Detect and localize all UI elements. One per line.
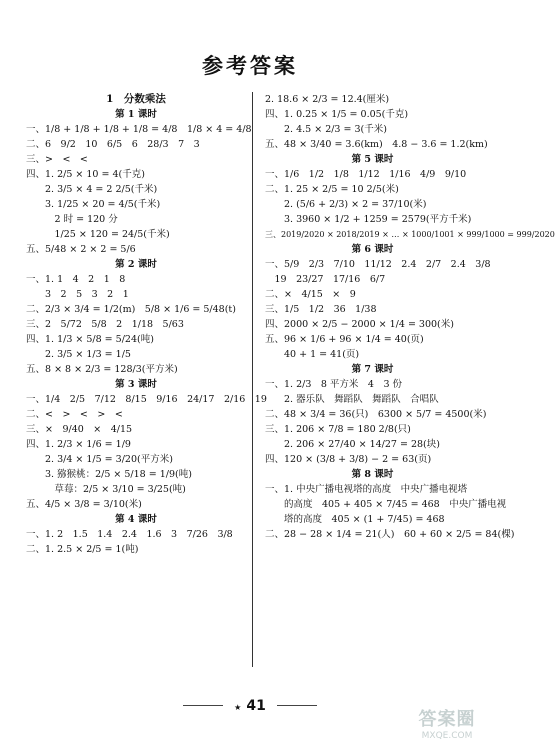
answer-line: 19 23/27 17/16 6/7 bbox=[265, 274, 386, 285]
lesson-heading: 第 5 课时 bbox=[351, 154, 394, 165]
answer-line: 五、48 × 3/40 = 3.6(km) 4.8 − 3.6 = 1.2(km) bbox=[265, 139, 488, 150]
answer-line: 四、1. 0.25 × 1/5 = 0.05(千克) bbox=[265, 109, 409, 120]
watermark-text: 答案圈 bbox=[418, 709, 476, 730]
left-column bbox=[26, 92, 267, 557]
answer-line: 2. (5/6 + 2/3) × 2 = 37/10(米) bbox=[265, 199, 427, 210]
lesson-heading: 第 7 课时 bbox=[351, 364, 394, 375]
answer-line: 二、1. 2.5 × 2/5 = 1(吨) bbox=[26, 544, 139, 555]
answer-line: 1/25 × 120 = 24/5(千米) bbox=[26, 229, 170, 240]
answer-line: 一、1. 2/3 8 平方米 4 3 份 bbox=[265, 379, 403, 390]
answer-line: 2. 3/4 × 1/5 = 3/20(平方米) bbox=[26, 454, 173, 465]
answer-line: 二、< > < > < bbox=[26, 409, 123, 420]
answer-line: 四、120 × (3/8 + 3/8) − 2 = 63(页) bbox=[265, 454, 432, 465]
answer-line: 一、1. 1 4 2 1 8 bbox=[26, 274, 126, 285]
watermark-logo bbox=[402, 705, 492, 745]
answer-line: 三、1. 206 × 7/8 = 180 2/8(只) bbox=[265, 424, 411, 435]
answer-line: 三、2 5/72 5/8 2 1/18 5/63 bbox=[26, 319, 184, 330]
answer-line: 五、96 × 1/6 + 96 × 1/4 = 40(页) bbox=[265, 334, 424, 345]
answer-line: 3 2 5 3 2 1 bbox=[26, 289, 129, 300]
answer-line: 二、28 − 28 × 1/4 = 21(人) 60 + 60 × 2/5 = 84(棵) bbox=[265, 529, 515, 540]
answer-line: 2. 18.6 × 2/3 = 12.4(厘米) bbox=[265, 94, 390, 105]
answer-line: 四、1. 2/3 × 1/6 = 1/9 bbox=[26, 439, 131, 450]
answer-line: 五、8 × 8 × 2/3 = 128/3(平方米) bbox=[26, 364, 178, 375]
answer-line: 2. 器乐队 舞蹈队 舞蹈队 合唱队 bbox=[265, 394, 439, 405]
answer-line: 三、> < < bbox=[26, 154, 88, 165]
answer-line: 三、2019/2020 × 2018/2019 × … × 1000/1001 × 999/1000 = 999/2020 bbox=[265, 230, 555, 239]
answer-line: 一、5/9 2/3 7/10 11/12 2.4 2/7 2.4 3/8 bbox=[265, 259, 491, 270]
answer-line: 3. 猕猴桃：2/5 × 5/18 = 1/9(吨) bbox=[26, 469, 192, 480]
answer-line: 塔的高度 405 × (1 + 7/45) = 468 bbox=[265, 514, 445, 525]
answer-line: 2. 3/5 × 4 = 2 2/5(千米) bbox=[26, 184, 158, 195]
footer-rule-left bbox=[183, 705, 223, 706]
answer-line: 三、1/5 1/2 36 1/38 bbox=[265, 304, 377, 315]
watermark-url: MXQE.COM bbox=[421, 731, 473, 741]
answer-line: 3. 1/25 × 20 = 4/5(千米) bbox=[26, 199, 161, 210]
answer-line: 2. 4.5 × 2/3 = 3(千米) bbox=[265, 124, 387, 135]
answer-line: 三、× 9/40 × 4/15 bbox=[26, 424, 133, 435]
answer-line: 草莓：2/5 × 3/10 = 3/25(吨) bbox=[26, 484, 186, 495]
answer-line: 一、1/6 1/2 1/8 1/12 1/16 4/9 9/10 bbox=[265, 169, 467, 180]
footer-rule-right bbox=[277, 705, 317, 706]
lesson-heading: 第 1 课时 bbox=[115, 109, 157, 120]
answer-line: 二、6 9/2 10 6/5 6 28/3 7 3 bbox=[26, 139, 200, 150]
answer-line: 四、2000 × 2/5 − 2000 × 1/4 = 300(米) bbox=[265, 319, 454, 330]
answer-line: 一、1. 2 1.5 1.4 2.4 1.6 3 7/26 3/8 bbox=[26, 529, 233, 540]
right-column bbox=[265, 92, 555, 542]
answer-line: 五、4/5 × 3/8 = 3/10(米) bbox=[26, 499, 142, 510]
answer-line: 40 + 1 = 41(页) bbox=[265, 349, 360, 360]
answer-line: 二、2/3 × 3/4 = 1/2(m) 5/8 × 1/6 = 5/48(t) bbox=[26, 304, 236, 315]
lesson-heading: 第 2 课时 bbox=[115, 259, 157, 270]
answer-line: 一、1/4 2/5 7/12 8/15 9/16 24/17 2/16 19 bbox=[26, 394, 267, 405]
answer-line: 五、5/48 × 2 × 2 = 5/6 bbox=[26, 244, 136, 255]
answer-line: 二、48 × 3/4 = 36(只) 6300 × 5/7 = 4500(米) bbox=[265, 409, 487, 420]
page-number: 41 bbox=[246, 698, 266, 714]
answer-line: 四、1. 1/3 × 5/8 = 5/24(吨) bbox=[26, 334, 154, 345]
lesson-heading: 第 8 课时 bbox=[351, 469, 394, 480]
star-icon: ★ bbox=[234, 703, 242, 712]
lesson-heading: 第 6 课时 bbox=[351, 244, 394, 255]
page-title: 参考答案 bbox=[202, 54, 298, 78]
answer-line: 二、1. 25 × 2/5 = 10 2/5(米) bbox=[265, 184, 399, 195]
answer-line: 一、1/8 + 1/8 + 1/8 + 1/8 = 4/8 1/8 × 4 = 4/8 bbox=[26, 124, 252, 135]
answer-line: 四、1. 2/5 × 10 = 4(千克) bbox=[26, 169, 145, 180]
answer-line: 一、1. 中央广播电视塔的高度 中央广播电视塔 bbox=[265, 484, 468, 495]
lesson-heading: 第 4 课时 bbox=[115, 514, 157, 525]
answer-line: 的高度 405 + 405 × 7/45 = 468 中央广播电视 bbox=[265, 499, 507, 510]
answer-line: 3. 3960 × 1/2 + 1259 = 2579(平方千米) bbox=[265, 214, 472, 225]
answer-line: 2. 3/5 × 1/3 = 1/5 bbox=[26, 349, 131, 360]
answer-line: 1 分数乘法 bbox=[106, 93, 166, 105]
answer-line: 2. 206 × 27/40 × 14/27 = 28(块) bbox=[265, 439, 440, 450]
lesson-heading: 第 3 课时 bbox=[115, 379, 157, 390]
answer-line: 二、× 4/15 × 9 bbox=[265, 289, 356, 300]
column-divider bbox=[252, 92, 253, 667]
answer-line: 2 时 = 120 分 bbox=[26, 214, 118, 225]
